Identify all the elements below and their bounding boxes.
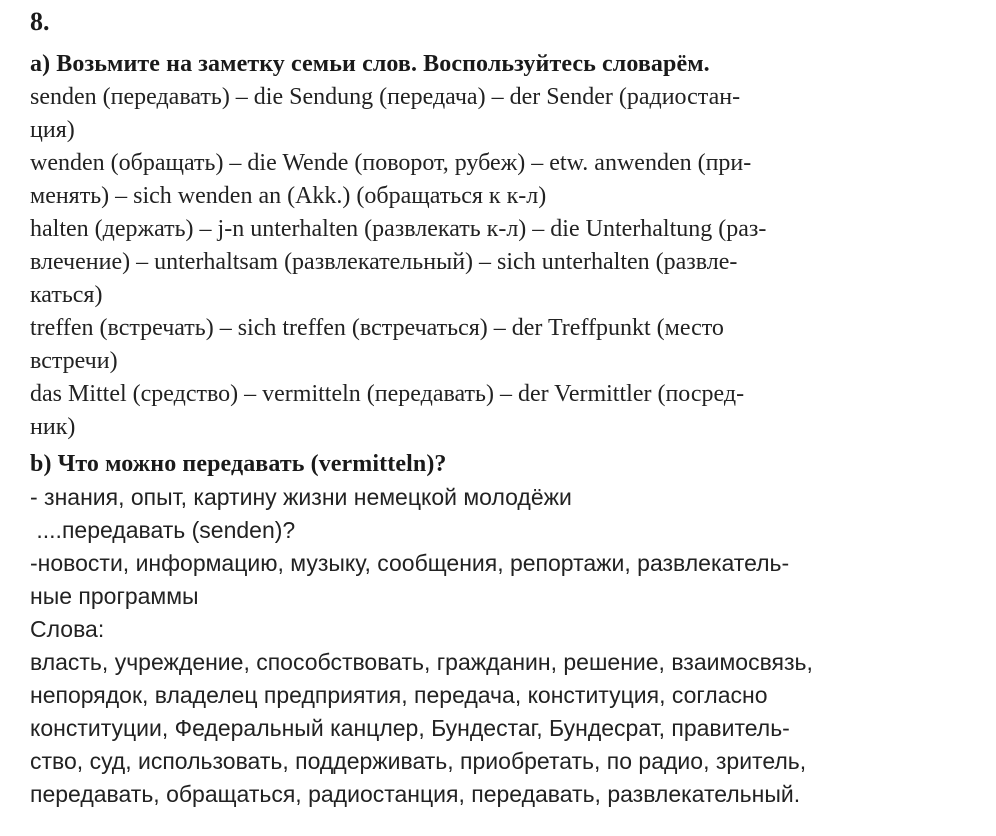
exercise-number: 8. [30, 7, 50, 36]
part-a-heading: а) Возьмите на заметку семьи слов. Воспользуйтесь словарём. [30, 51, 710, 77]
word-list-line: ство, суд, использовать, поддерживать, приобретать, по радио, зритель, [30, 748, 807, 774]
word-list-line: передавать, обращаться, радиостанция, передавать, развлекательный. [30, 781, 801, 807]
answer-line: -новости, информацию, музыку, сообщения, репортажи, развлекатель- [30, 550, 790, 576]
word-family-line: das Mittel (средство) – vermitteln (передавать) – der Vermittler (посред- [30, 381, 745, 407]
part-b-heading: b) Что можно передавать (vermitteln)? [30, 451, 447, 477]
exercise-page [30, 4, 980, 811]
word-family-line: ник) [30, 414, 76, 440]
word-list-line: непорядок, владелец предприятия, передача, конституция, согласно [30, 682, 768, 708]
word-family-line: senden (передавать) – die Sendung (передача) – der Sender (радиостан- [30, 84, 741, 110]
word-list-line: конституции, Федеральный канцлер, Бундестаг, Бундесрат, правитель- [30, 715, 790, 741]
word-family-line: каться) [30, 282, 103, 308]
word-list-line: власть, учреждение, способствовать, гражданин, решение, взаимосвязь, [30, 649, 813, 675]
word-family-line: ция) [30, 117, 75, 143]
word-family-line: менять) – sich wenden an (Akk.) (обращаться к к-л) [30, 183, 547, 209]
word-family-line: встречи) [30, 348, 118, 374]
answer-line: - знания, опыт, картину жизни немецкой молодёжи [30, 484, 572, 510]
answer-line: ....передавать (senden)? [30, 517, 296, 543]
word-family-line: влечение) – unterhaltsam (развлекательный) – sich unterhalten (развле- [30, 249, 738, 275]
word-family-line: halten (держать) – j-n unterhalten (развлекать к-л) – die Unterhaltung (раз- [30, 216, 767, 242]
word-family-line: wenden (обращать) – die Wende (поворот, рубеж) – etw. anwenden (при- [30, 150, 752, 176]
answer-line: ные программы [30, 583, 199, 609]
word-family-line: treffen (встречать) – sich treffen (встречаться) – der Treffpunkt (место [30, 315, 724, 341]
words-label: Слова: [30, 616, 105, 642]
